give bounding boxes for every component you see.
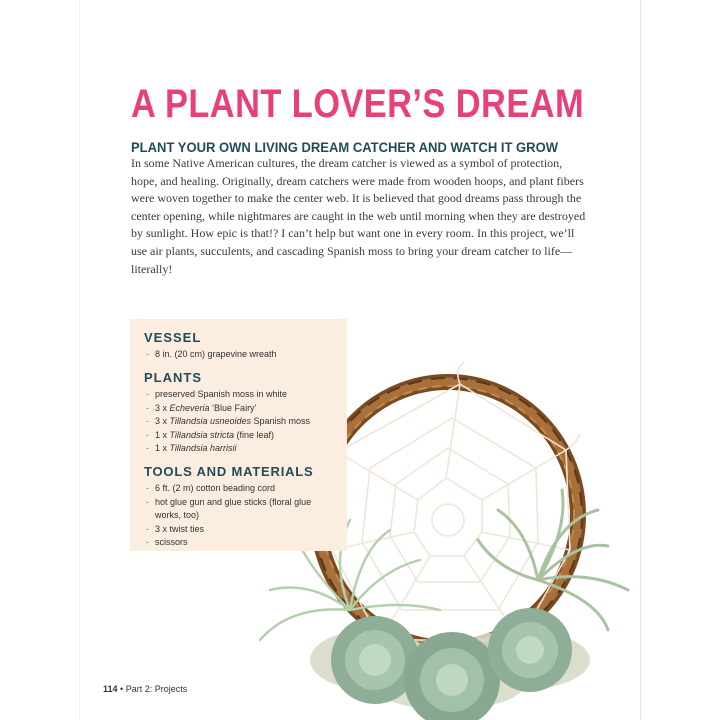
supplies-panel	[130, 319, 347, 551]
plants-item: - 3 x Tillandsia usneoides Spanish moss	[146, 415, 333, 428]
tools-item: - scissors	[146, 536, 333, 549]
plants-list	[144, 388, 333, 455]
page-title: A PLANT LOVER’S DREAM	[131, 82, 585, 126]
plants-item: - 3 x Echeveria ‘Blue Fairy’	[146, 402, 333, 415]
tools-item: - 6 ft. (2 m) cotton beading cord	[146, 482, 333, 495]
book-page	[80, 0, 640, 720]
tools-list	[144, 482, 333, 549]
section-name: Part 2: Projects	[125, 684, 188, 694]
vessel-item: - 8 in. (20 cm) grapevine wreath	[146, 348, 333, 361]
tools-item: - hot glue gun and glue sticks (floral glue works, too)	[146, 496, 333, 523]
tools-item: - 3 x twist ties	[146, 523, 333, 536]
intro-paragraph: In some Native American cultures, the dream catcher is viewed as a symbol of protection, hope, and healing. Originally, dream catchers were made from wooden hoops, and plant fibers were woven together to make the center web. It is believed that good dreams pass through the center opening, while nightmares are caught in the web until morning when they are destroyed by sunlight. How epic is that!? I can’t help but want one in every room. In this project, we’ll use air plants, succulents, and cascading Spanish moss to bring your dream catcher to life—literally!	[131, 156, 586, 276]
page-footer	[103, 684, 187, 694]
page-subtitle: PLANT YOUR OWN LIVING DREAM CATCHER AND WATCH IT GROW	[131, 139, 558, 155]
succulent-right	[488, 608, 572, 692]
footer-separator: •	[120, 684, 124, 694]
air-plant-right	[478, 490, 628, 630]
plants-item: - 1 x Tillandsia harrisii	[146, 442, 333, 455]
plants-heading: PLANTS	[144, 370, 202, 386]
page-number: 114	[103, 684, 118, 694]
tools-heading: TOOLS AND MATERIALS	[144, 464, 314, 480]
vessel-list	[144, 348, 333, 361]
vessel-heading: VESSEL	[144, 330, 202, 345]
plants-item: - 1 x Tillandsia stricta (fine leaf)	[146, 429, 333, 442]
plants-item: - preserved Spanish moss in white	[146, 388, 333, 401]
